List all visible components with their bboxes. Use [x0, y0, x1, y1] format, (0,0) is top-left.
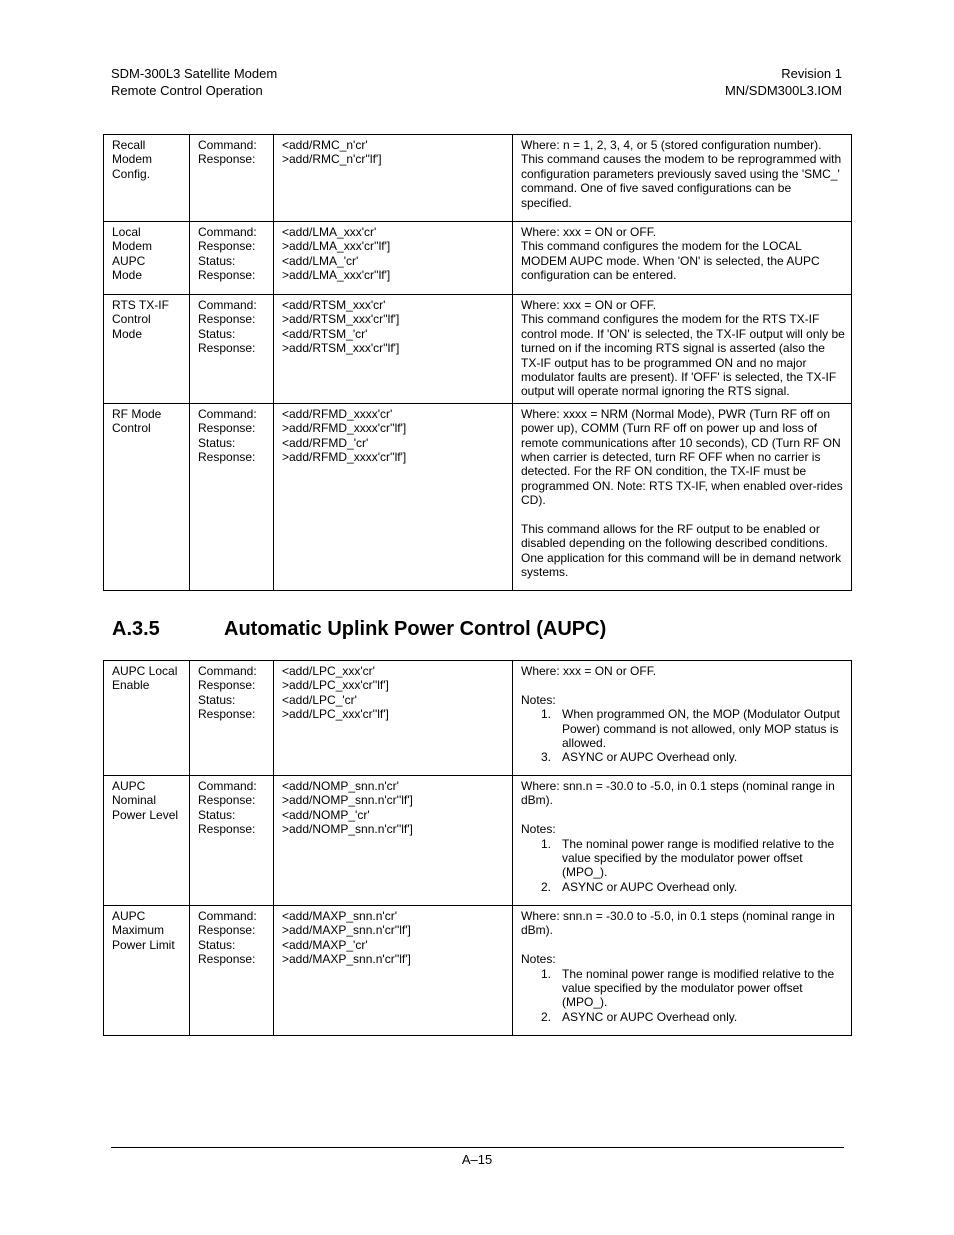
description-text: Where: xxx = ON or OFF.: [521, 664, 657, 678]
description-text: Where: snn.n = -30.0 to -5.0, in 0.1 steps (nominal range in dBm).: [521, 909, 835, 938]
message-type-label: Response:: [198, 822, 256, 837]
command-syntax: <add/NOMP_'cr': [282, 807, 370, 822]
description-text: Where: n = 1, 2, 3, 4, or 5 (stored configuration number). This command causes the modem to be reprogrammed with configuration parameters previously saved using the 'SMC_' command. One of five saved configurations can be specified.: [521, 138, 842, 210]
description-text: Where: xxxx = NRM (Normal Mode), PWR (Turn RF off on power up), COMM (Turn RF off on power up and loss of remote communications after 10 seconds), CD (Turn RF ON when carrier is detected, turn RF OFF when no carrier is detected. For the RF ON condition, the TX-IF must be programmed ON. Note: RTS TX-IF, when enabled over-rides CD).: [521, 406, 843, 508]
section-number: A.3.5: [112, 618, 160, 640]
command-syntax-cell: [274, 906, 513, 1036]
parameter-name-line: AUPC: [112, 909, 146, 923]
message-type-label: Command:: [198, 225, 257, 239]
message-type-label: Response:: [198, 793, 256, 808]
message-type-cell: [190, 135, 274, 222]
paragraph-gap: [521, 508, 845, 522]
header-right: [725, 66, 842, 99]
page-number: A–15: [461, 1152, 493, 1167]
parameter-name-line: Enable: [112, 678, 150, 693]
revision-label: Revision 1: [781, 66, 842, 81]
parameter-name-line: Control: [112, 312, 151, 327]
command-syntax: <add/NOMP_snn.n'cr': [282, 779, 399, 793]
message-type-label: Response:: [198, 952, 256, 967]
description-text: This command configures the modem for the RTS TX-IF control mode. If 'ON' is selected, the TX-IF output will only be turned on if the incoming RTS signal is asserted (also the TX-IF output has to be programmed ON and no major modulator faults are present). If 'OFF' is selected, the TX-IF output will operate normal ignoring the RTS signal.: [521, 312, 845, 399]
command-syntax-cell: [274, 222, 513, 295]
note-number: 1.: [541, 966, 552, 981]
parameter-name-line: RTS TX-IF: [112, 298, 169, 312]
command-syntax: >add/LPC_xxx'cr''lf']: [282, 707, 389, 722]
table-row: [104, 222, 852, 295]
note-item: [521, 967, 845, 1010]
note-number: 2.: [541, 1009, 552, 1024]
parameter-name-line: Maximum: [112, 923, 165, 938]
notes-label: Notes:: [521, 692, 556, 707]
message-type-label: Status:: [198, 326, 236, 341]
command-syntax: >add/NOMP_snn.n'cr''lf']: [282, 822, 413, 837]
parameter-name-line: Control: [112, 421, 151, 436]
paragraph-gap: [521, 808, 845, 822]
command-table-2: [103, 660, 852, 1036]
parameter-name-line: Nominal: [112, 793, 157, 808]
message-type-label: Response:: [198, 341, 256, 356]
description-text: Where: xxx = ON or OFF.: [521, 298, 657, 312]
command-syntax: <add/MAXP_snn.n'cr': [282, 909, 397, 923]
description-text: This command allows for the RF output to be enabled or disabled depending on the following described conditions. One application for this command will be in demand network systems.: [521, 522, 842, 580]
command-syntax: >add/NOMP_snn.n'cr''lf']: [282, 793, 413, 808]
message-type-label: Response:: [198, 312, 256, 327]
command-syntax: <add/LMA_xxx'cr': [282, 225, 377, 239]
description-cell: [513, 135, 852, 222]
command-table-1: [103, 134, 852, 591]
command-syntax: <add/LPC_xxx'cr': [282, 664, 375, 678]
message-type-label: Status:: [198, 435, 236, 450]
parameter-name-line: AUPC: [112, 253, 146, 268]
description-text: Where: xxx = ON or OFF.: [521, 225, 657, 239]
parameter-name-cell: [104, 222, 190, 295]
message-type-label: Command:: [198, 406, 257, 421]
command-syntax-cell: [274, 403, 513, 590]
note-number: 2.: [541, 879, 552, 894]
command-syntax: <add/LMA_'cr': [282, 253, 359, 268]
parameter-name-line: Mode: [112, 326, 143, 341]
description-cell: [513, 776, 852, 906]
message-type-cell: [190, 222, 274, 295]
note-text: ASYNC or AUPC Overhead only.: [562, 879, 738, 894]
description-cell: [513, 403, 852, 590]
command-syntax: >add/RMC_n'cr''lf']: [282, 152, 382, 167]
description-cell: [513, 661, 852, 776]
note-number: 1.: [541, 707, 552, 722]
note-text: ASYNC or AUPC Overhead only.: [562, 750, 738, 765]
command-syntax: <add/RTSM_xxx'cr': [282, 298, 386, 312]
description-cell: [513, 295, 852, 404]
command-syntax: >add/RTSM_xxx'cr''lf']: [282, 341, 400, 356]
message-type-label: Status:: [198, 253, 236, 268]
table-row: [104, 135, 852, 222]
command-syntax: >add/MAXP_snn.n'cr''lf']: [282, 923, 411, 938]
note-text: The nominal power range is modified relative to the value specified by the modulator power offset (MPO_).: [562, 836, 835, 880]
command-syntax: <add/RTSM_'cr': [282, 326, 368, 341]
table-row: [104, 906, 852, 1036]
message-type-cell: [190, 776, 274, 906]
message-type-label: Command:: [198, 298, 257, 312]
command-syntax: >add/LMA_xxx'cr''lf']: [282, 239, 391, 254]
document-number: MN/SDM300L3.IOM: [724, 82, 842, 98]
parameter-name-line: Config.: [112, 166, 151, 181]
command-syntax-cell: [274, 776, 513, 906]
message-type-label: Status:: [198, 937, 236, 952]
command-syntax: <add/RFMD_xxxx'cr': [282, 406, 393, 421]
description-text: This command configures the modem for the LOCAL MODEM AUPC mode. When 'ON' is selected, the AUPC configuration can be entered.: [521, 239, 820, 283]
parameter-name-line: RF Mode: [112, 406, 162, 421]
parameter-name-line: AUPC: [112, 779, 146, 793]
note-number: 3.: [541, 750, 552, 765]
parameter-name-line: Mode: [112, 268, 143, 283]
note-text: The nominal power range is modified relative to the value specified by the modulator power offset (MPO_).: [562, 966, 835, 1010]
command-syntax: <add/MAXP_'cr': [282, 937, 368, 952]
parameter-name-cell: [104, 906, 190, 1036]
header-left: [111, 66, 277, 99]
note-number: 1.: [541, 836, 552, 851]
message-type-label: Response:: [198, 268, 256, 283]
table-row: [104, 776, 852, 906]
parameter-name-cell: [104, 135, 190, 222]
command-syntax: >add/RTSM_xxx'cr''lf']: [282, 312, 400, 327]
message-type-label: Command:: [198, 909, 257, 923]
section-heading: [112, 618, 606, 641]
note-item: [521, 707, 845, 750]
command-syntax-cell: [274, 661, 513, 776]
paragraph-gap: [521, 678, 845, 692]
command-syntax: >add/RFMD_xxxx'cr''lf']: [282, 450, 407, 465]
message-type-label: Status:: [198, 807, 236, 822]
message-type-label: Response:: [198, 678, 256, 693]
description-cell: [513, 222, 852, 295]
parameter-name-line: AUPC Local: [112, 664, 178, 678]
description-text: Where: snn.n = -30.0 to -5.0, in 0.1 steps (nominal range in dBm).: [521, 779, 835, 808]
message-type-label: Command:: [198, 138, 257, 152]
parameter-name-line: Power Level: [112, 807, 179, 822]
note-text: When programmed ON, the MOP (Modulator Output Power) command is not allowed, only MOP status is allowed.: [562, 707, 840, 751]
footer-rule: [111, 1147, 844, 1148]
command-syntax: >add/LPC_xxx'cr''lf']: [282, 678, 389, 693]
message-type-label: Command:: [198, 664, 257, 678]
parameter-name-line: Local: [112, 225, 141, 239]
command-syntax-cell: [274, 135, 513, 222]
message-type-label: Response:: [198, 923, 256, 938]
table-row: [104, 295, 852, 404]
message-type-cell: [190, 906, 274, 1036]
parameter-name-cell: [104, 661, 190, 776]
notes-label: Notes:: [521, 952, 556, 967]
message-type-label: Command:: [198, 779, 257, 793]
section-title: Automatic Uplink Power Control (AUPC): [224, 618, 607, 640]
message-type-cell: [190, 295, 274, 404]
parameter-name-line: Modem: [112, 152, 153, 167]
message-type-label: Response:: [198, 421, 256, 436]
parameter-name-cell: [104, 403, 190, 590]
message-type-cell: [190, 661, 274, 776]
parameter-name-line: Modem: [112, 239, 153, 254]
command-syntax: <add/LPC_'cr': [282, 692, 357, 707]
command-syntax: >add/RFMD_xxxx'cr''lf']: [282, 421, 407, 436]
note-text: ASYNC or AUPC Overhead only.: [562, 1009, 738, 1024]
parameter-name-cell: [104, 776, 190, 906]
message-type-label: Response:: [198, 152, 256, 167]
message-type-label: Response:: [198, 450, 256, 465]
document-title: SDM-300L3 Satellite Modem: [111, 66, 278, 81]
message-type-label: Response:: [198, 707, 256, 722]
note-item: [521, 1010, 845, 1024]
note-item: [521, 750, 845, 764]
table-row: [104, 403, 852, 590]
notes-label: Notes:: [521, 822, 556, 837]
message-type-label: Response:: [198, 239, 256, 254]
command-syntax: >add/MAXP_snn.n'cr''lf']: [282, 952, 411, 967]
description-cell: [513, 906, 852, 1036]
parameter-name-line: Power Limit: [112, 937, 175, 952]
command-syntax: >add/LMA_xxx'cr''lf']: [282, 268, 391, 283]
command-syntax: <add/RMC_n'cr': [282, 138, 368, 152]
command-syntax: <add/RFMD_'cr': [282, 435, 369, 450]
table-row: [104, 661, 852, 776]
document-subtitle: Remote Control Operation: [111, 82, 263, 98]
message-type-label: Status:: [198, 692, 236, 707]
parameter-name-cell: [104, 295, 190, 404]
note-item: [521, 837, 845, 880]
message-type-cell: [190, 403, 274, 590]
command-syntax-cell: [274, 295, 513, 404]
parameter-name-line: Recall: [112, 138, 146, 152]
note-item: [521, 880, 845, 894]
paragraph-gap: [521, 938, 845, 952]
